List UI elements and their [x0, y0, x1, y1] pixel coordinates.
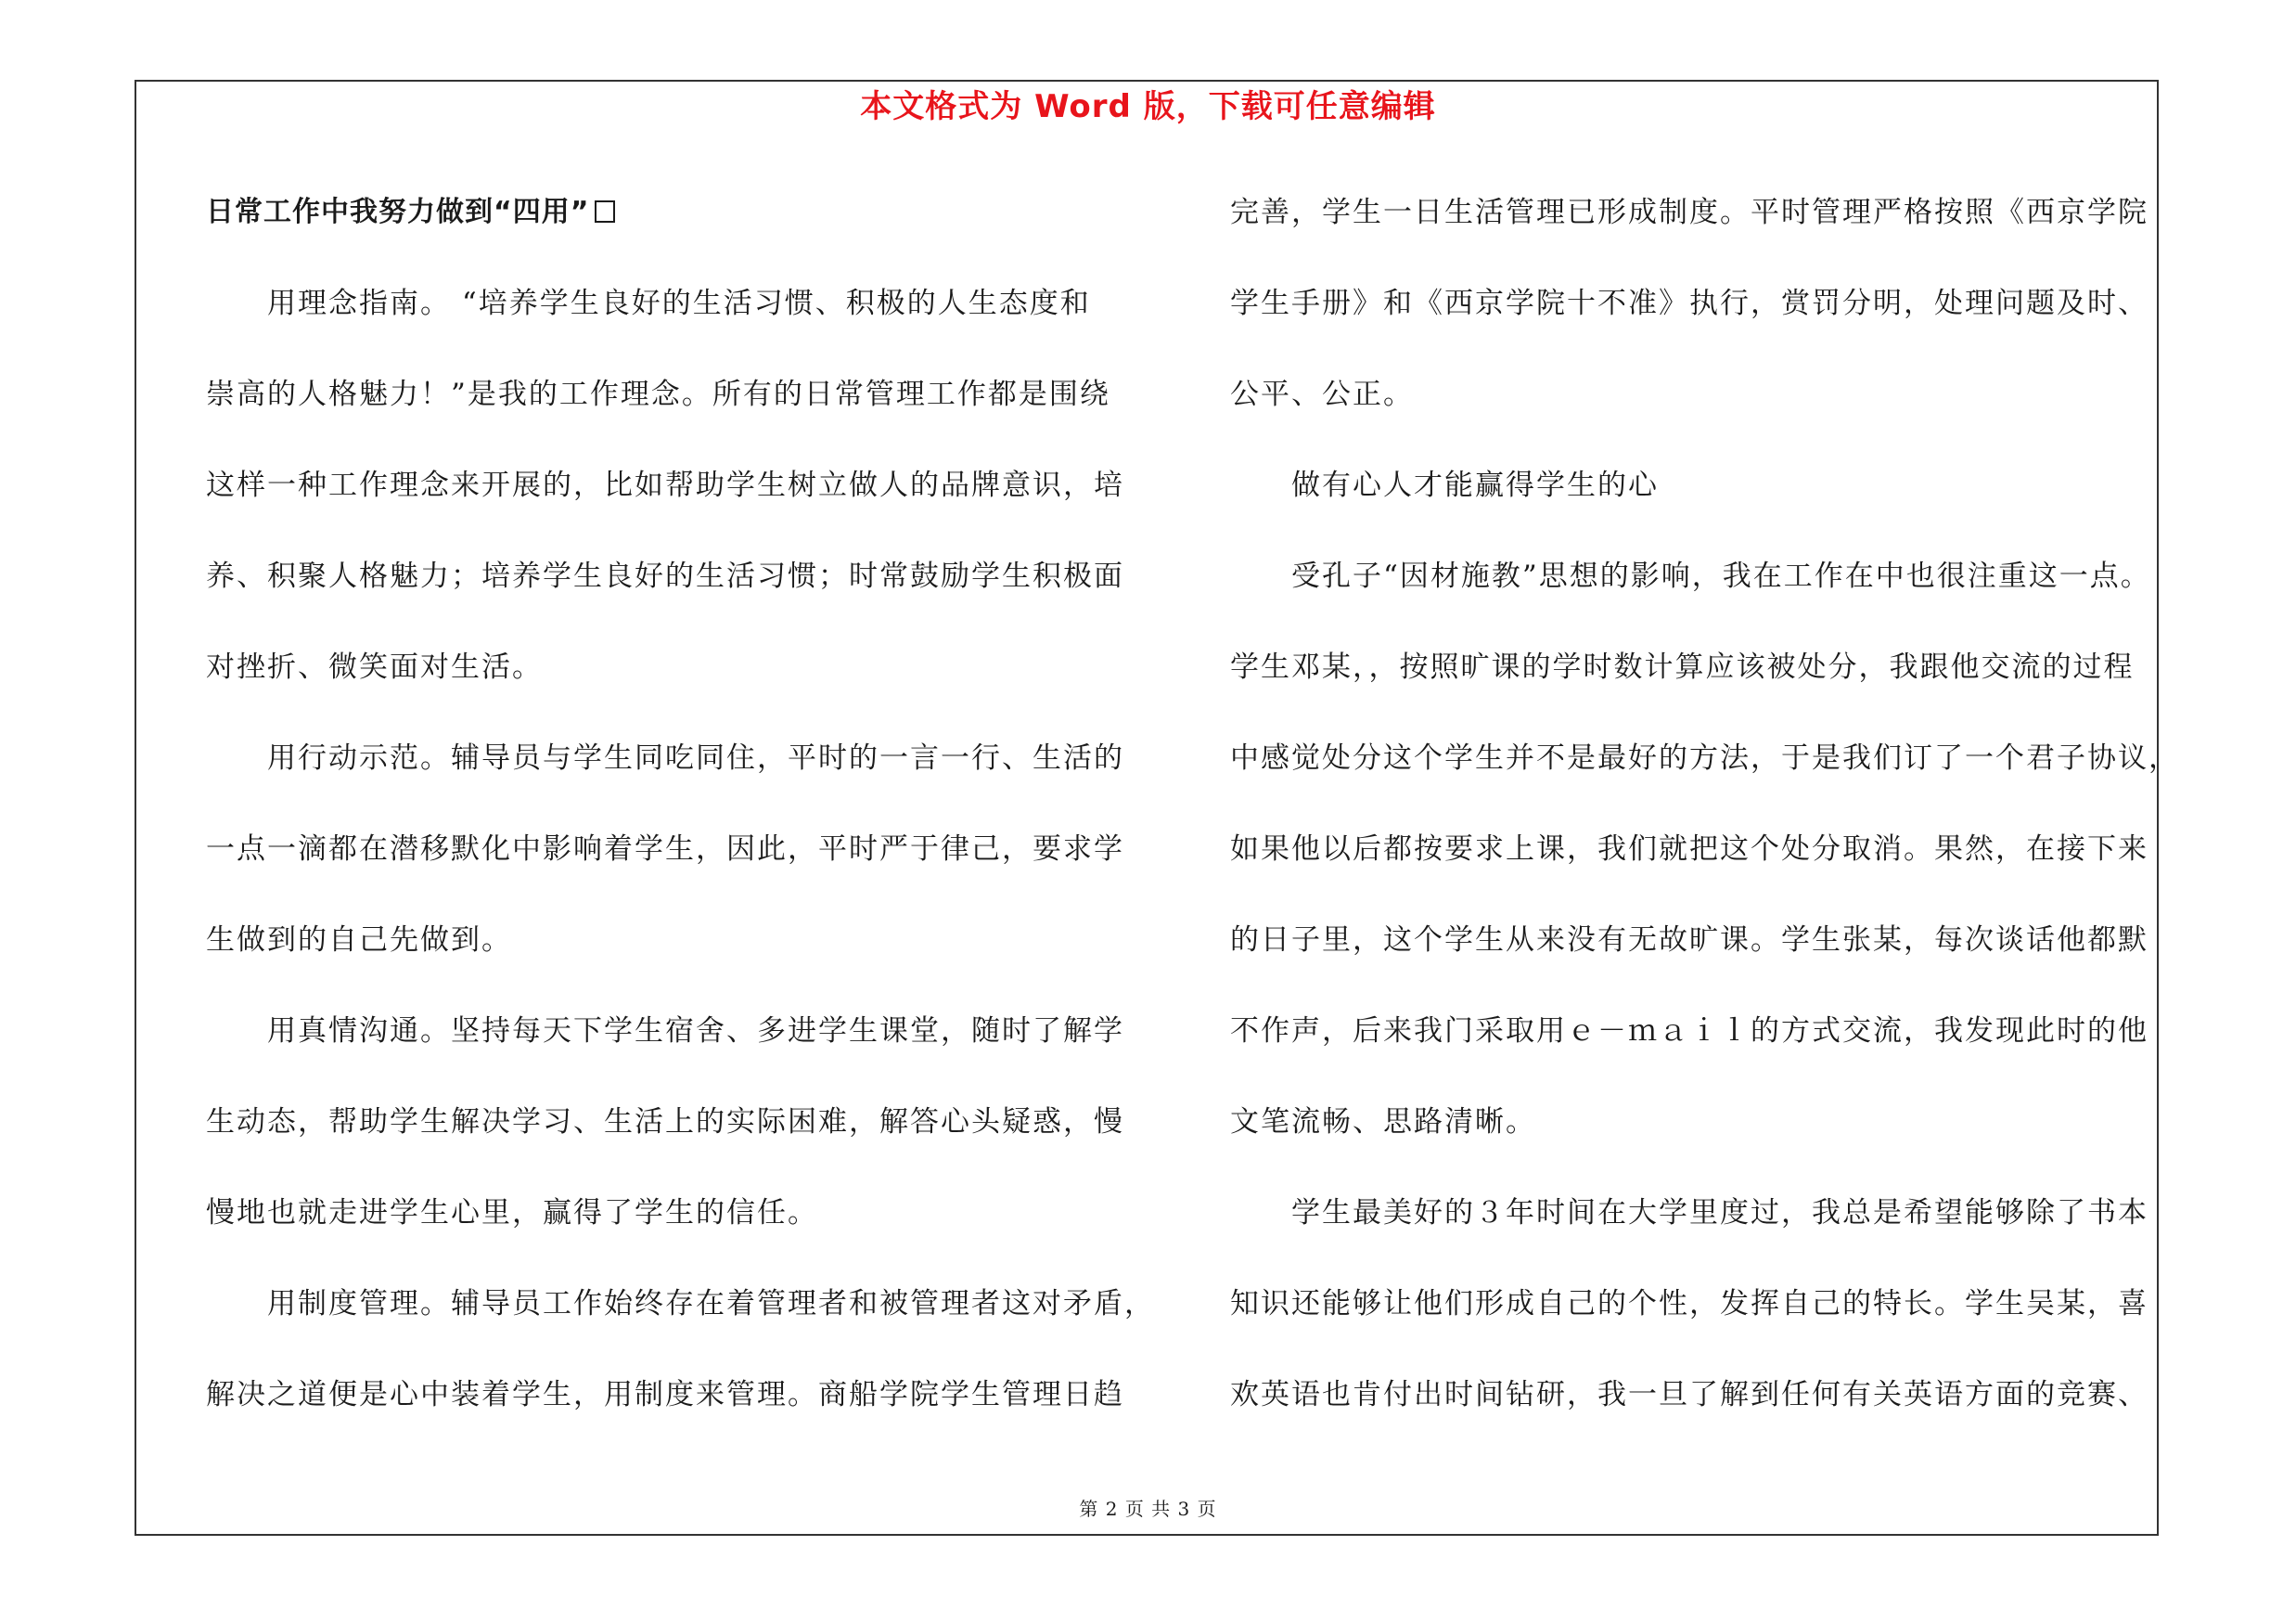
paragraph-line: 知识还能够让他们形成自己的个性，发挥自己的特长。学生吴某，喜: [1230, 1287, 2148, 1320]
page-number-footer: 第 2 页 共 3 页: [1079, 1498, 1217, 1520]
paragraph-line: 用理念指南。 “培养学生良好的生活习惯、积极的人生态度和: [267, 287, 1091, 320]
paragraph-line: 学生最美好的３年时间在大学里度过，我总是希望能够除了书本: [1291, 1196, 2148, 1230]
paragraph-line: 不作声，后来我门采取用ｅ－ｍａｉｌ的方式交流，我发现此时的他: [1230, 1014, 2148, 1048]
placeholder-box-icon: [595, 200, 615, 223]
paragraph-line: 的日子里，这个学生从来没有无故旷课。学生张某，每次谈话他都默: [1230, 923, 2148, 957]
paragraph-line: 文笔流畅、思路清晰。: [1230, 1105, 1536, 1139]
paragraph-line: 受孔子“因材施教”思想的影响，我在工作在中也很注重这一点。: [1291, 560, 2151, 593]
subsection-heading: 做有心人才能赢得学生的心: [1291, 469, 1659, 502]
document-banner: 本文格式为 Word 版，下载可任意编辑: [860, 88, 1436, 125]
paragraph-line: 欢英语也肯付出时间钻研，我一旦了解到任何有关英语方面的竞赛、: [1230, 1378, 2148, 1411]
section-heading: [206, 186, 1124, 277]
paragraph-line: 这样一种工作理念来开展的，比如帮助学生树立做人的品牌意识，培: [206, 469, 1124, 502]
paragraph-line: 如果他以后都按要求上课，我们就把这个处分取消。果然，在接下来: [1230, 832, 2148, 866]
left-text-column: [206, 186, 1155, 1459]
paragraph-line: 对挫折、微笑面对生活。: [206, 650, 543, 684]
right-text-column: [1230, 186, 2179, 1459]
paragraph-line: 养、积聚人格魅力；培养学生良好的生活习惯；时常鼓励学生积极面: [206, 560, 1124, 593]
paragraph-line: 用制度管理。辅导员工作始终存在着管理者和被管理者这对矛盾，: [267, 1287, 1155, 1320]
paragraph-line: 学生邓某，，按照旷课的学时数计算应该被处分，我跟他交流的过程: [1230, 650, 2135, 684]
section-heading-text: 日常工作中我努力做到“四用”: [206, 196, 590, 228]
paragraph-line: 用行动示范。辅导员与学生同吃同住，平时的一言一行、生活的: [267, 741, 1124, 775]
paragraph-line: 用真情沟通。坚持每天下学生宿舍、多进学生课堂，随时了解学: [267, 1014, 1124, 1048]
paragraph-line: 生动态，帮助学生解决学习、生活上的实际困难，解答心头疑惑，慢: [206, 1105, 1124, 1139]
paragraph-line: 完善，学生一日生活管理已形成制度。平时管理严格按照《西京学院: [1230, 196, 2148, 229]
paragraph-line: 一点一滴都在潜移默化中影响着学生，因此，平时严于律己，要求学: [206, 832, 1124, 866]
paragraph-line: 慢地也就走进学生心里，赢得了学生的信任。: [206, 1196, 818, 1230]
paragraph-line: 中感觉处分这个学生并不是最好的方法，于是我们订了一个君子协议，: [1230, 741, 2179, 775]
paragraph-line: 学生手册》和《西京学院十不准》执行，赏罚分明，处理问题及时、: [1230, 287, 2148, 320]
paragraph-line: 生做到的自己先做到。: [206, 923, 512, 957]
paragraph-line: 公平、公正。: [1230, 378, 1414, 411]
paragraph-line: 崇高的人格魅力！”是我的工作理念。所有的日常管理工作都是围绕: [206, 378, 1110, 411]
paragraph-line: 解决之道便是心中装着学生，用制度来管理。商船学院学生管理日趋: [206, 1378, 1124, 1411]
